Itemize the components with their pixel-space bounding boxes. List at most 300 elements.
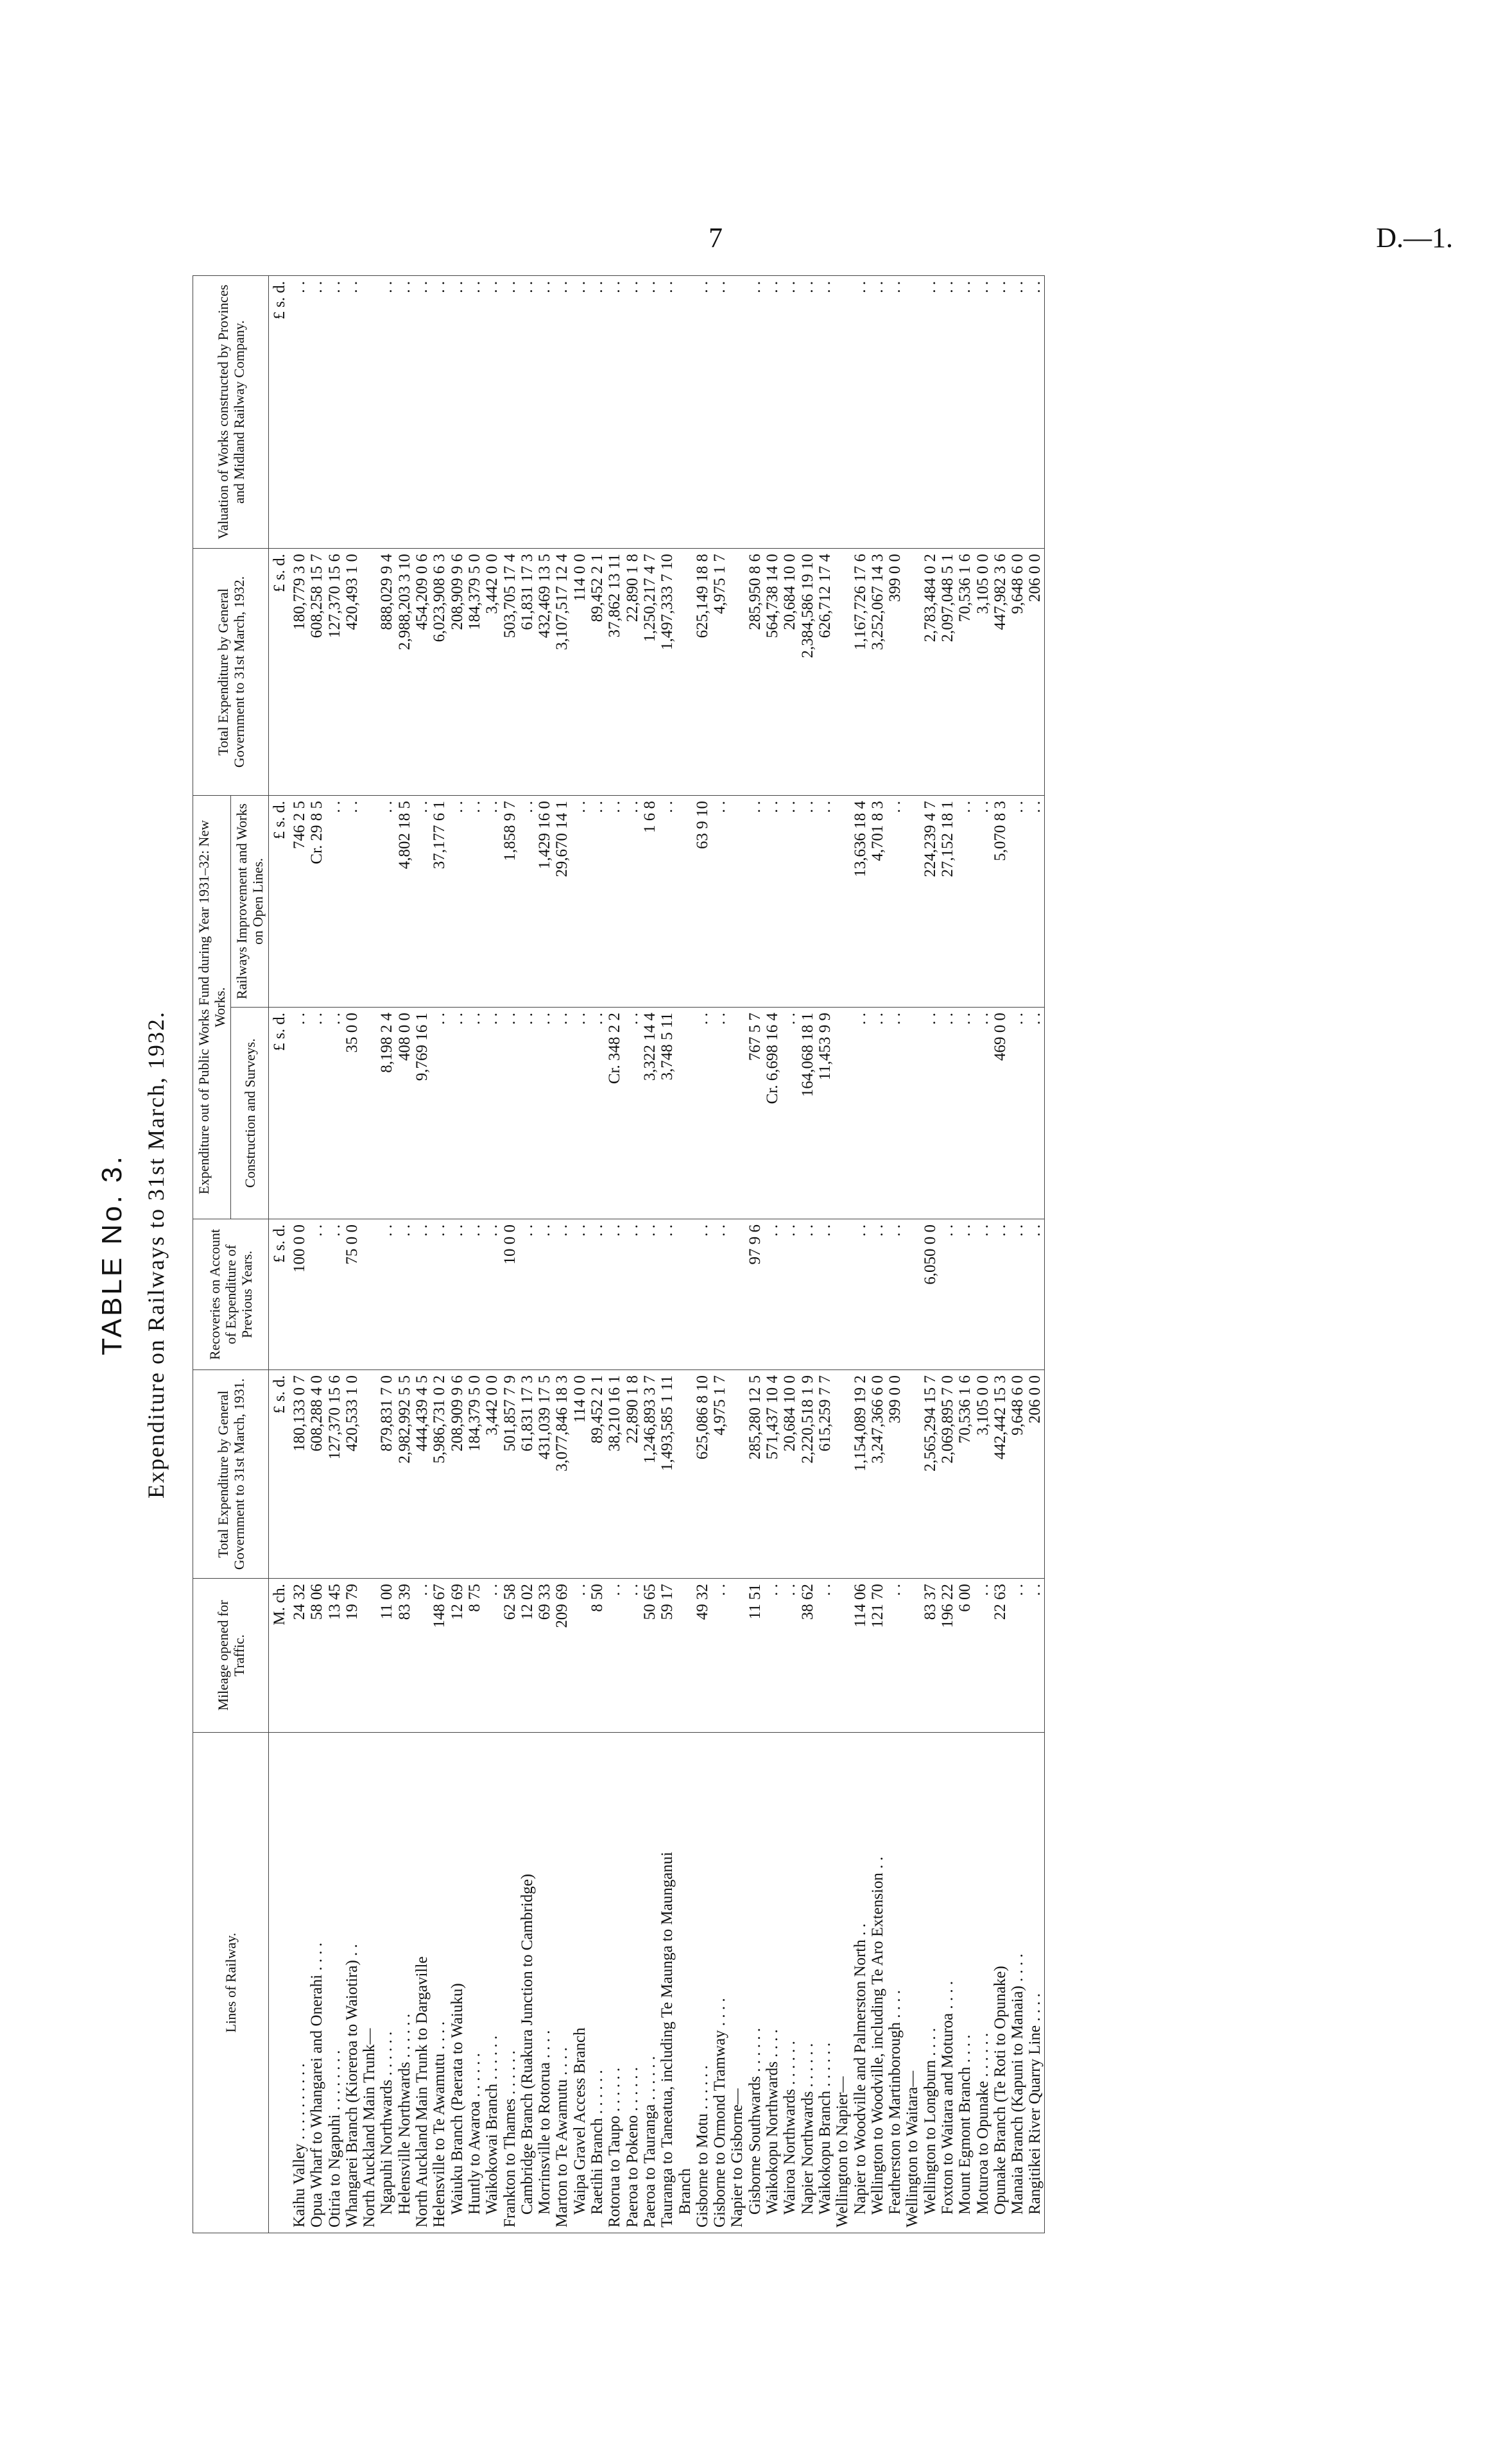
table-row [466,276,483,2233]
total-1932-cell: 22,890 1 8 [624,549,641,796]
improvement-cell: . . [1009,796,1026,1008]
total-1931-cell: 420,533 1 0 [343,1370,361,1579]
recoveries-cell: . . [816,1219,834,1370]
table-row [413,276,431,2233]
railway-name: Helensville to Te Awamutu . . . . [431,1733,448,2233]
mileage-cell: . . [711,1579,728,1733]
total-1932-cell: 4,975 1 7 [711,549,728,796]
construction-cell: . . [466,1008,483,1219]
mileage-cell: 59 17 [658,1579,676,1733]
valuation-cell: . . [852,276,869,549]
construction-cell: . . [1009,1008,1026,1219]
total-1931-cell: 2,982,992 5 5 [396,1370,413,1579]
construction-cell: . . [553,1008,571,1219]
table-row [1009,276,1026,2233]
total-1931-cell: 208,909 9 6 [449,1370,466,1579]
table-row [904,276,921,2233]
table-row [694,276,711,2233]
improvement-cell: . . [658,796,676,1008]
mileage-cell: 22 63 [992,1579,1009,1733]
mileage-cell [834,1579,851,1733]
units-construction: £ s. d. [269,1008,291,1219]
header-construction: Construction and Surveys. [231,1008,269,1219]
table-row [658,276,676,2233]
table-row [308,276,325,2233]
units-improvement: £ s. d. [269,796,291,1008]
table-title: TABLE No. 3. [96,1154,128,1355]
document-reference: D.—1. [1376,222,1453,253]
total-1932-cell: 20,684 10 0 [781,549,798,796]
recoveries-cell: . . [764,1219,781,1370]
improvement-cell: . . [571,796,588,1008]
railway-name: Huntly to Awaroa . . . . . . [466,1733,483,2233]
improvement-cell: . . [746,796,764,1008]
mileage-cell: 24 32 [291,1579,308,1733]
total-1932-cell: 3,107,517 12 4 [553,549,571,796]
improvement-cell: . . [378,796,395,1008]
valuation-cell [728,276,746,549]
total-1931-cell: 625,086 8 10 [694,1370,711,1579]
header-expenditure-group: Expenditure out of Public Works Fund during Year 1931–32: New Works. [193,796,231,1219]
improvement-cell: . . [606,796,623,1008]
valuation-cell [676,276,694,549]
table-row [816,276,834,2233]
table-row [922,276,939,2233]
improvement-cell: 63 9 10 [694,796,711,1008]
table-row [606,276,623,2233]
recoveries-cell [361,1219,378,1370]
railway-name: North Auckland Main Trunk to Dargaville [413,1733,431,2233]
total-1931-cell: 127,370 15 6 [326,1370,343,1579]
improvement-cell: Cr. 29 8 5 [308,796,325,1008]
total-1932-cell: 454,209 0 6 [413,549,431,796]
improvement-cell: 1,858 9 7 [501,796,519,1008]
construction-cell: . . [571,1008,588,1219]
table-row [992,276,1009,2233]
recoveries-cell: . . [396,1219,413,1370]
total-1931-cell: 571,437 10 4 [764,1370,781,1579]
recoveries-cell: . . [956,1219,974,1370]
valuation-cell: . . [886,276,904,549]
valuation-cell: . . [483,276,501,549]
total-1932-cell: 625,149 18 8 [694,549,711,796]
units-row [269,276,291,2233]
header-valuation: Valuation of Works constructed by Provinces and Midland Railway Company. [193,276,269,549]
railway-name: Wellington to Longburn . . . . [922,1733,939,2233]
table-row [676,276,694,2233]
table-row [326,276,343,2233]
table-row [396,276,413,2233]
railway-name: Gisborne to Ormond Tramway . . . . [711,1733,728,2233]
improvement-cell: . . [588,796,606,1008]
railway-name: Napier Northwards . . . . . . [799,1733,816,2233]
improvement-cell: . . [326,796,343,1008]
total-1932-cell: 888,029 9 4 [378,549,395,796]
units-cell-empty [269,1733,291,2233]
mileage-cell: 58 06 [308,1579,325,1733]
recoveries-cell: . . [781,1219,798,1370]
total-1932-cell: 61,831 17 3 [519,549,536,796]
valuation-cell: . . [799,276,816,549]
total-1932-cell [904,549,921,796]
recoveries-cell: . . [449,1219,466,1370]
total-1931-cell [834,1370,851,1579]
railway-name: Rotorua to Taupo . . . . . . [606,1733,623,2233]
table-row [834,276,851,2233]
mileage-cell: 50 65 [641,1579,658,1733]
improvement-cell [361,796,378,1008]
improvement-cell: . . [1026,796,1044,1008]
total-1932-cell: 208,909 9 6 [449,549,466,796]
table-row [501,276,519,2233]
improvement-cell: . . [413,796,431,1008]
mileage-cell: . . [1009,1579,1026,1733]
table-row [361,276,378,2233]
valuation-cell: . . [694,276,711,549]
valuation-cell: . . [624,276,641,549]
total-1931-cell: 184,379 5 0 [466,1370,483,1579]
railway-name: Manaia Branch (Kapuni to Manaia) . . . . [1009,1733,1026,2233]
improvement-cell: . . [956,796,974,1008]
recoveries-cell: . . [658,1219,676,1370]
mileage-cell: . . [1026,1579,1044,1733]
valuation-cell: . . [922,276,939,549]
recoveries-cell: . . [799,1219,816,1370]
railway-name: Ngapuhi Northwards . . . . . . [378,1733,395,2233]
total-1932-cell: 206 0 0 [1026,549,1044,796]
construction-cell [904,1008,921,1219]
total-1932-cell: 2,384,586 19 10 [799,549,816,796]
mileage-cell: 209 69 [553,1579,571,1733]
valuation-cell: . . [641,276,658,549]
construction-cell: . . [711,1008,728,1219]
total-1931-cell: 3,442 0 0 [483,1370,501,1579]
units-total-1931: £ s. d. [269,1370,291,1579]
mileage-cell: 11 51 [746,1579,764,1733]
valuation-cell: . . [291,276,308,549]
recoveries-cell: . . [588,1219,606,1370]
total-1931-cell [676,1370,694,1579]
table-row [956,276,974,2233]
valuation-cell: . . [413,276,431,549]
construction-cell: . . [291,1008,308,1219]
total-1931-cell: 615,259 7 7 [816,1370,834,1579]
construction-cell: . . [974,1008,992,1219]
improvement-cell: 224,239 4 7 [922,796,939,1008]
construction-cell [728,1008,746,1219]
recoveries-cell: 6,050 0 0 [922,1219,939,1370]
mileage-cell: . . [816,1579,834,1733]
railway-name: Rangitikei River Quarry Line . . . . [1026,1733,1044,2233]
table-row [624,276,641,2233]
total-1932-cell: 420,493 1 0 [343,549,361,796]
recoveries-cell: . . [974,1219,992,1370]
railway-name: Wellington to Napier— [834,1733,851,2233]
railway-name: North Auckland Main Trunk— [361,1733,378,2233]
total-1931-cell: 114 0 0 [571,1370,588,1579]
expenditure-table [193,275,1045,2233]
table-row [536,276,553,2233]
valuation-cell: . . [658,276,676,549]
construction-cell: . . [308,1008,325,1219]
recoveries-cell: . . [1009,1219,1026,1370]
valuation-cell: . . [431,276,448,549]
table-subtitle: Expenditure on Railways to 31st March, 1932. [143,1011,169,1498]
improvement-cell: . . [764,796,781,1008]
construction-cell: . . [519,1008,536,1219]
total-1931-cell: 1,493,585 1 11 [658,1370,676,1579]
improvement-cell [728,796,746,1008]
construction-cell: 408 0 0 [396,1008,413,1219]
total-1932-cell: 9,648 6 0 [1009,549,1026,796]
header-recoveries: Recoveries on Account of Expenditure of Previous Years. [193,1219,269,1370]
construction-cell: . . [1026,1008,1044,1219]
table-row [886,276,904,2233]
total-1932-cell: 608,258 15 7 [308,549,325,796]
mileage-cell: . . [413,1579,431,1733]
recoveries-cell: . . [326,1219,343,1370]
total-1931-cell: 22,890 1 8 [624,1370,641,1579]
construction-cell: Cr. 6,698 16 4 [764,1008,781,1219]
table-row [483,276,501,2233]
railway-name: Wellington to Woodville, including Te Aro Extension . . [869,1733,886,2233]
header-lines-of-railway: Lines of Railway. [193,1733,269,2233]
construction-cell: . . [431,1008,448,1219]
railway-name: Wairoa Northwards . . . . . . [781,1733,798,2233]
construction-cell: . . [886,1008,904,1219]
header-improvement: Railways Improvement and Works on Open Lines. [231,796,269,1008]
total-1932-cell: 37,862 13 11 [606,549,623,796]
railway-name: Marton to Te Awamutu . . . . [553,1733,571,2233]
recoveries-cell: 75 0 0 [343,1219,361,1370]
railway-name: Featherston to Martinborough . . . . [886,1733,904,2233]
improvement-cell: 37,177 6 1 [431,796,448,1008]
improvement-cell: 27,152 18 1 [939,796,956,1008]
table-row [852,276,869,2233]
railway-name: Napier to Woodville and Palmerston North . . [852,1733,869,2233]
total-1931-cell: 3,105 0 0 [974,1370,992,1579]
valuation-cell: . . [466,276,483,549]
table-row [781,276,798,2233]
table-row [588,276,606,2233]
mileage-cell [676,1579,694,1733]
valuation-cell: . . [746,276,764,549]
total-1931-cell: 38,210 16 1 [606,1370,623,1579]
header-mileage: Mileage opened for Traffic. [193,1579,269,1733]
valuation-cell [834,276,851,549]
mileage-cell: 6 00 [956,1579,974,1733]
improvement-cell: 29,670 14 1 [553,796,571,1008]
construction-cell [834,1008,851,1219]
railway-name: Waikokopu Branch . . . . . . [816,1733,834,2233]
recoveries-cell [904,1219,921,1370]
recoveries-cell: . . [939,1219,956,1370]
total-1932-cell: 399 0 0 [886,549,904,796]
improvement-cell: . . [624,796,641,1008]
mileage-cell: . . [483,1579,501,1733]
improvement-cell: . . [466,796,483,1008]
total-1931-cell: 399 0 0 [886,1370,904,1579]
mileage-cell: 12 69 [449,1579,466,1733]
mileage-cell [904,1579,921,1733]
construction-cell [676,1008,694,1219]
construction-cell: . . [483,1008,501,1219]
railway-name: Wellington to Waitara— [904,1733,921,2233]
total-1931-cell: 442,442 15 3 [992,1370,1009,1579]
valuation-cell: . . [588,276,606,549]
total-1931-cell: 2,565,294 15 7 [922,1370,939,1579]
recoveries-cell: . . [536,1219,553,1370]
recoveries-cell [834,1219,851,1370]
total-1931-cell [904,1370,921,1579]
improvement-cell: 746 2 5 [291,796,308,1008]
valuation-cell: . . [519,276,536,549]
total-1932-cell: 1,250,217 4 7 [641,549,658,796]
total-1931-cell: 2,220,518 1 9 [799,1370,816,1579]
valuation-cell: . . [1009,276,1026,549]
valuation-cell: . . [816,276,834,549]
recoveries-cell: . . [992,1219,1009,1370]
total-1932-cell: 114 0 0 [571,549,588,796]
mileage-cell: . . [781,1579,798,1733]
valuation-cell: . . [974,276,992,549]
railway-name: Kaihu Valley . . . . . . . . . . [291,1733,308,2233]
recoveries-cell: . . [641,1219,658,1370]
construction-cell: . . [624,1008,641,1219]
recoveries-cell [676,1219,694,1370]
total-1932-cell: 3,105 0 0 [974,549,992,796]
total-1932-cell: 626,712 17 4 [816,549,834,796]
total-1932-cell: 2,783,484 0 2 [922,549,939,796]
total-1931-cell: 2,069,895 7 0 [939,1370,956,1579]
improvement-cell: . . [519,796,536,1008]
total-1932-cell [834,549,851,796]
construction-cell: . . [326,1008,343,1219]
table-row [641,276,658,2233]
railway-name: Branch [676,1733,694,2233]
recoveries-cell: . . [553,1219,571,1370]
total-1931-cell: 20,684 10 0 [781,1370,798,1579]
mileage-cell: . . [606,1579,623,1733]
railway-name: Moturoa to Opunake . . . . . . [974,1733,992,2233]
recoveries-cell: . . [519,1219,536,1370]
railway-name: Opua Wharf to Whangarei and Onerahi . . . . [308,1733,325,2233]
total-1931-cell: 1,246,893 3 7 [641,1370,658,1579]
recoveries-cell: . . [624,1219,641,1370]
recoveries-cell: . . [413,1219,431,1370]
valuation-cell: . . [449,276,466,549]
total-1931-cell: 70,536 1 6 [956,1370,974,1579]
table-row [711,276,728,2233]
construction-cell: . . [501,1008,519,1219]
table-row [1026,276,1044,2233]
recoveries-cell [728,1219,746,1370]
recoveries-cell: . . [852,1219,869,1370]
railway-name: Waikokowai Branch . . . . . . [483,1733,501,2233]
improvement-cell: . . [343,796,361,1008]
recoveries-cell: . . [694,1219,711,1370]
total-1932-cell: 432,469 13 5 [536,549,553,796]
railway-name: Helensville Northwards . . . . . . [396,1733,413,2233]
construction-cell: . . [694,1008,711,1219]
railway-name: Paeroa to Pokeno . . . . . . [624,1733,641,2233]
improvement-cell: 1 6 8 [641,796,658,1008]
table-row [799,276,816,2233]
railway-name: Morrinsville to Rotorua . . . . [536,1733,553,2233]
valuation-cell: . . [571,276,588,549]
valuation-cell: . . [781,276,798,549]
total-1931-cell: 9,648 6 0 [1009,1370,1026,1579]
table-row [431,276,448,2233]
improvement-cell: . . [799,796,816,1008]
valuation-cell: . . [396,276,413,549]
mileage-cell: 11 00 [378,1579,395,1733]
table-row [378,276,395,2233]
total-1931-cell: 501,857 7 9 [501,1370,519,1579]
total-1931-cell: 444,439 4 5 [413,1370,431,1579]
construction-cell: . . [588,1008,606,1219]
total-1931-cell: 431,039 17 5 [536,1370,553,1579]
improvement-cell [676,796,694,1008]
total-1932-cell: 447,982 3 6 [992,549,1009,796]
table-row [746,276,764,2233]
recoveries-cell: . . [886,1219,904,1370]
table-row [728,276,746,2233]
mileage-cell: 83 37 [922,1579,939,1733]
valuation-cell: . . [1026,276,1044,549]
total-1931-cell: 61,831 17 3 [519,1370,536,1579]
construction-cell: 3,748 5 11 [658,1008,676,1219]
total-1931-cell: 1,154,089 19 2 [852,1370,869,1579]
improvement-cell: 1,429 16 0 [536,796,553,1008]
table-row [869,276,886,2233]
total-1932-cell: 6,023,908 6 3 [431,549,448,796]
improvement-cell: 13,636 18 4 [852,796,869,1008]
units-total-1932: £ s. d. [269,549,291,796]
improvement-cell: 4,701 8 3 [869,796,886,1008]
construction-cell: Cr. 348 2 2 [606,1008,623,1219]
construction-cell: . . [956,1008,974,1219]
recoveries-cell: . . [378,1219,395,1370]
units-mileage: M. ch. [269,1579,291,1733]
mileage-cell: 8 75 [466,1579,483,1733]
mileage-cell: . . [571,1579,588,1733]
table-row [939,276,956,2233]
rotated-table-block [96,276,1303,2233]
valuation-cell: . . [939,276,956,549]
valuation-cell: . . [764,276,781,549]
valuation-cell: . . [606,276,623,549]
mileage-cell: 83 39 [396,1579,413,1733]
total-1932-cell: 180,779 3 0 [291,549,308,796]
mileage-cell: 196 22 [939,1579,956,1733]
railway-name: Gisborne Southwards . . . . . . [746,1733,764,2233]
construction-cell: . . [781,1008,798,1219]
valuation-cell [904,276,921,549]
construction-cell: 164,068 18 1 [799,1008,816,1219]
units-recoveries: £ s. d. [269,1219,291,1370]
construction-cell: 8,198 2 4 [378,1008,395,1219]
recoveries-cell: 97 9 6 [746,1219,764,1370]
construction-cell: 9,769 16 1 [413,1008,431,1219]
recoveries-cell: . . [606,1219,623,1370]
recoveries-cell: 10 0 0 [501,1219,519,1370]
improvement-cell: . . [483,796,501,1008]
recoveries-cell: . . [466,1219,483,1370]
recoveries-cell: . . [571,1219,588,1370]
construction-cell: . . [939,1008,956,1219]
mileage-cell: 49 32 [694,1579,711,1733]
